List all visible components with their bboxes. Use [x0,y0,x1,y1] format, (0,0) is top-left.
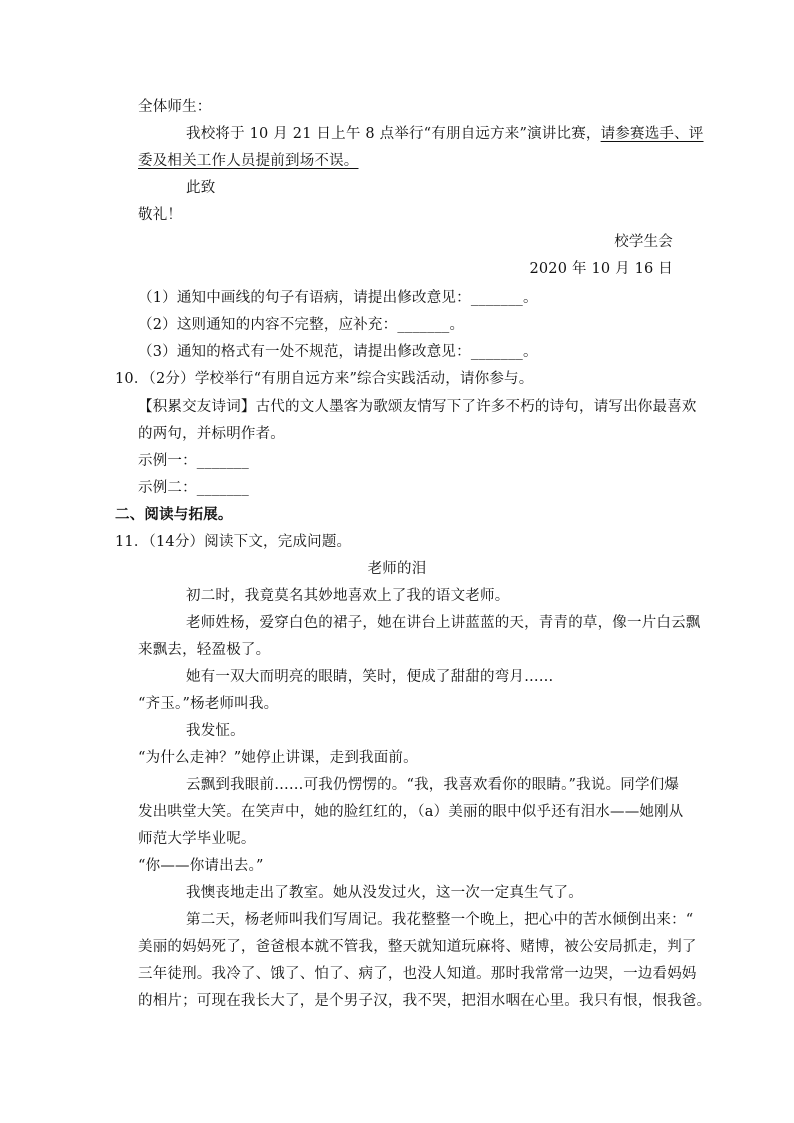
passage-line-14: 美丽的妈妈死了，爸爸根本就不管我，整天就知道玩麻将、赌博，被公安局抓走，判了 [138,939,697,955]
q9-item-2: （2）这则通知的内容不完整，应补充：_______。 [138,317,465,333]
passage-line-4: 她有一双大而明亮的眼睛，笑时，便成了甜甜的弯月…… [186,669,554,685]
q10-line-1: 【积累交友诗词】古代的文人墨客为歌颂友情写下了许多不朽的诗句，请写出你最喜欢 [138,399,697,415]
section-2-heading: 二、阅读与拓展。 [115,506,233,523]
passage-line-16: 的相片；可现在我长大了，是个男子汉，我不哭，把泪水咽在心里。我只有恨，恨我爸。 [138,993,712,1009]
notice-signature: 校学生会 [614,234,673,250]
q10-example-2: 示例二：_______ [138,480,249,496]
q10-example-1: 示例一：_______ [138,453,249,469]
notice-body-plain: 我校将于 10 月 21 日上午 8 点举行“有朋自远方来”演讲比赛， [186,126,601,142]
q9-item-3: （3）通知的格式有一处不规范，请提出修改意见：_______。 [138,344,538,360]
notice-closing-2: 敬礼！ [138,207,183,223]
notice-body-line-2 [138,152,359,170]
notice-salutation: 全体师生： [138,99,212,115]
passage-line-12: 我懊丧地走出了教室。她从没发过火，这一次一定真生气了。 [186,885,583,901]
passage-line-10: 师范大学毕业呢。 [138,831,256,847]
passage-line-8: 云飘到我眼前……可我仍愣愣的。“我，我喜欢看你的眼睛。”我说。同学们爆 [186,777,680,793]
notice-closing-1: 此致 [186,180,216,196]
passage-line-15: 三年徒刑。我冷了、饿了、怕了、病了，也没人知道。那时我常常一边哭，一边看妈妈 [138,966,697,982]
q10-title: 10．（2分）学校举行“有朋自远方来”综合实践活动，请你参与。 [115,371,534,387]
q10-line-2: 的两句，并标明作者。 [138,426,285,442]
passage-line-6: 我发怔。 [186,723,245,739]
passage-line-11: “你——你请出去。” [138,858,264,874]
q11-title: 11．（14分）阅读下文，完成问题。 [115,534,352,550]
notice-body-underlined-2: 委及相关工作人员提前到场不误。 [138,153,359,169]
passage-line-2: 老师姓杨，爱穿白色的裙子，她在讲台上讲蓝蓝的天，青青的草，像一片白云飘 [186,615,701,631]
passage-line-7: “为什么走神？”她停止讲课，走到我面前。 [138,750,418,766]
notice-body-line-1 [186,125,704,143]
q9-item-1: （1）通知中画线的句子有语病，请提出修改意见：_______。 [138,290,538,306]
passage-line-9: 发出哄堂大笑。在笑声中，她的脸红红的，（a）美丽的眼中似乎还有泪水——她刚从 [138,804,684,820]
passage-title: 老师的泪 [367,561,427,577]
passage-line-5: “齐玉。”杨老师叫我。 [138,696,279,712]
passage-line-3: 来飘去，轻盈极了。 [138,642,271,658]
passage-line-1: 初二时，我竟莫名其妙地喜欢上了我的语文老师。 [186,588,510,604]
passage-line-13: 第二天，杨老师叫我们写周记。我花整整一个晚上，把心中的苦水倾倒出来：“ [186,912,694,928]
notice-date: 2020 年 10 月 16 日 [529,261,673,277]
notice-body-underlined-1: 请参赛选手、评 [600,126,704,142]
